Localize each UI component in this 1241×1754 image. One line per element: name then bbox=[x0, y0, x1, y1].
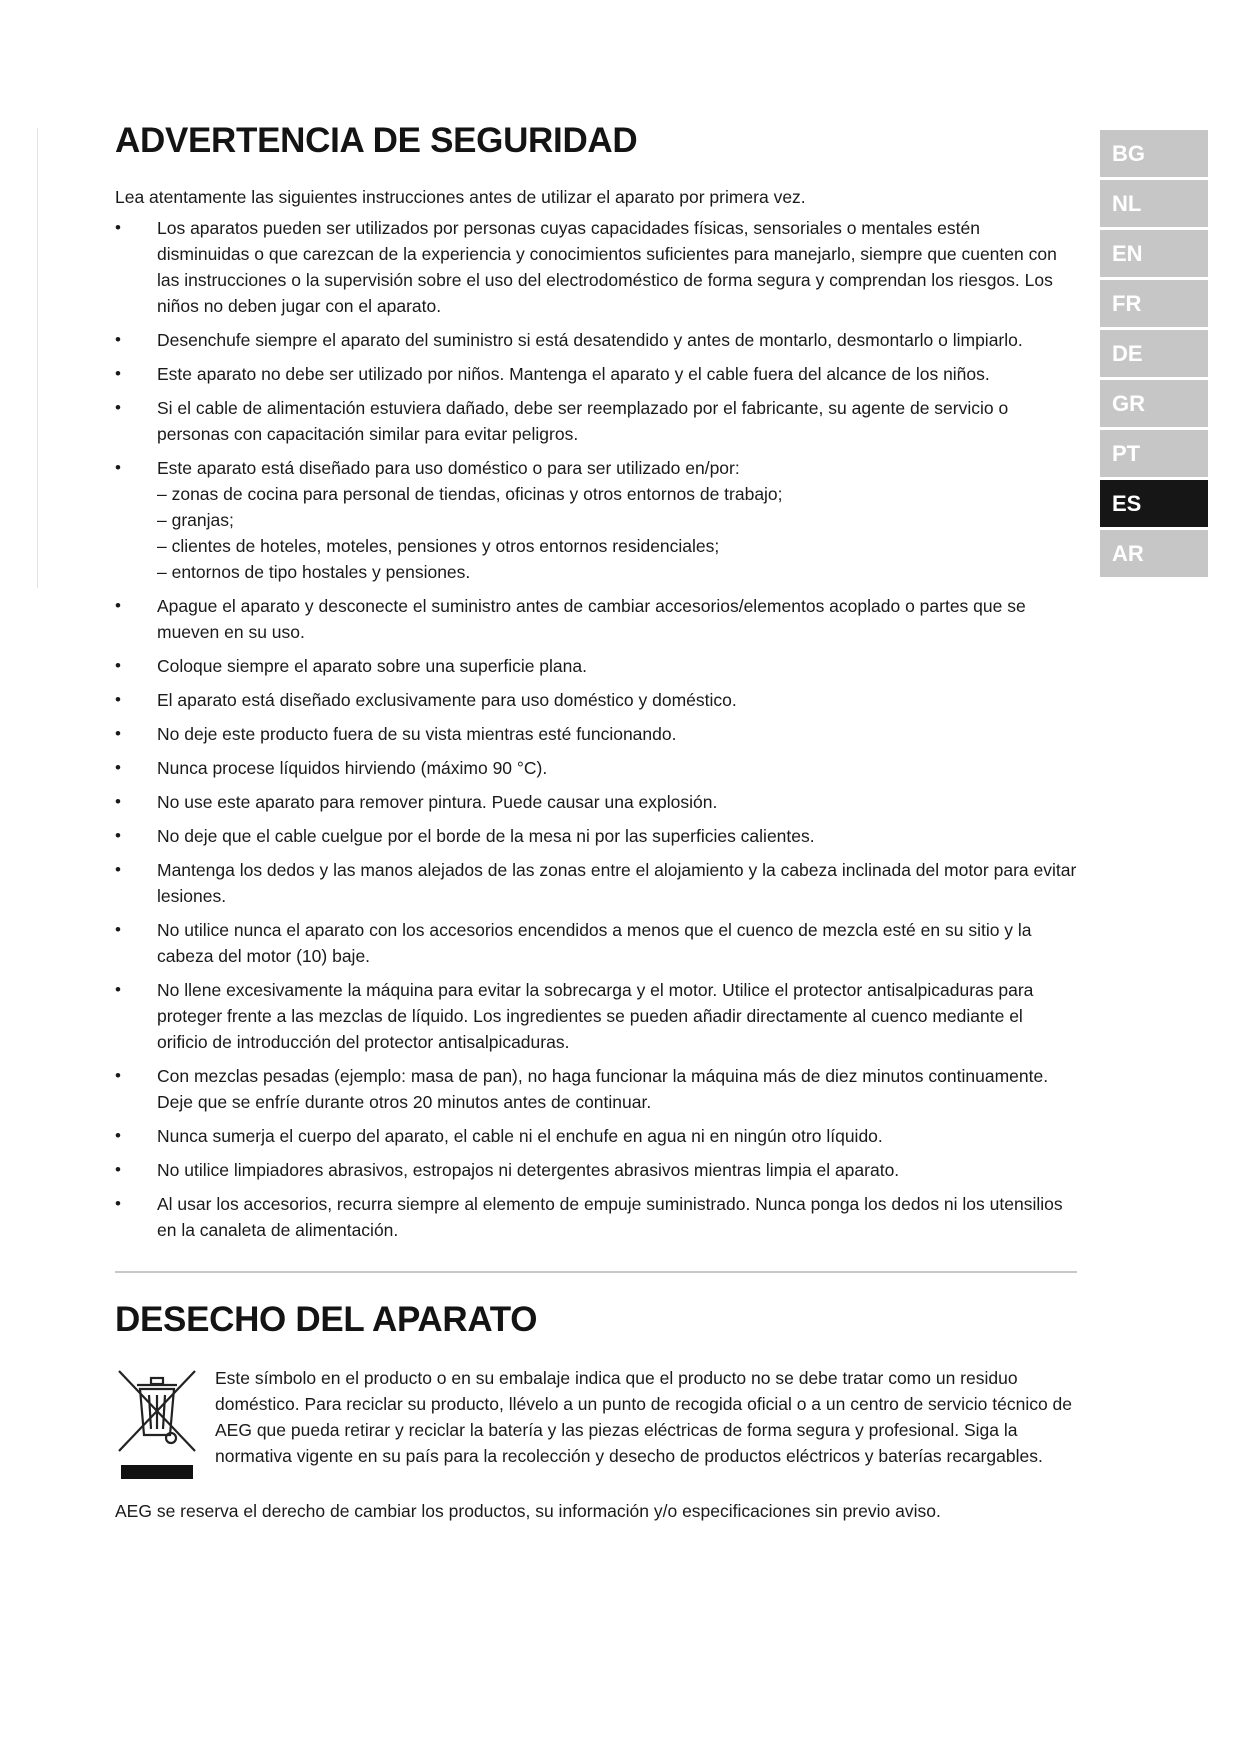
list-item: • Si el cable de alimentación estuviera dañado, debe ser reemplazado por el fabricante, su agente de servicio o personas con capacitación similar para evitar peligros. bbox=[115, 395, 1077, 447]
tab-gr[interactable]: GR bbox=[1100, 380, 1208, 427]
list-item: • El aparato está diseñado exclusivamente para uso doméstico y doméstico. bbox=[115, 687, 1077, 713]
use-sub-item: – clientes de hoteles, moteles, pensiones y otros entornos residenciales; bbox=[157, 536, 720, 556]
disposal-title: DESECHO DEL APARATO bbox=[115, 1300, 538, 1339]
tab-es[interactable]: ES bbox=[1100, 480, 1208, 527]
list-item: • Coloque siempre el aparato sobre una superficie plana. bbox=[115, 653, 1077, 679]
list-item: • Apague el aparato y desconecte el suministro antes de cambiar accesorios/elementos acoplado o partes que se mueven en su uso. bbox=[115, 593, 1077, 645]
document-body bbox=[115, 118, 1077, 1542]
list-item: • No deje este producto fuera de su vista mientras esté funcionando. bbox=[115, 721, 1077, 747]
list-item: • No use este aparato para remover pintura. Puede causar una explosión. bbox=[115, 789, 1077, 815]
use-sub-item: – granjas; bbox=[157, 510, 234, 530]
disposal-text: Este símbolo en el producto o en su embalaje indica que el producto no se debe tratar como un residuo doméstico. Para reciclar su producto, llévelo a un punto de recogida oficial o a un centro de servicio técnico de AEG que pueda retirar y reciclar la batería y las piezas eléctricas de forma segura y profesional. Siga la normativa vigente en su país para la recolección y desecho de productos eléctricos y baterías recargables. bbox=[215, 1368, 1073, 1466]
list-item: • Los aparatos pueden ser utilizados por personas cuyas capacidades físicas, sensoriales o mentales estén disminuidas o que carezcan de la experiencia y conocimientos suficientes para manejarlo, siempre que cuenten con las instrucciones o la supervisión sobre el uso del electrodoméstico de forma segura y comprendan los riesgos. Los niños no deben jugar con el aparato. bbox=[115, 215, 1077, 319]
footer-note: AEG se reserva el derecho de cambiar los productos, su información y/o especificaciones sin previo aviso. bbox=[115, 1501, 941, 1521]
list-item: • Con mezclas pesadas (ejemplo: masa de pan), no haga funcionar la máquina más de diez minutos continuamente. Deje que se enfríe durante otros 20 minutos antes de continuar. bbox=[115, 1063, 1077, 1115]
list-item: • Al usar los accesorios, recurra siempre al elemento de empuje suministrado. Nunca ponga los dedos ni los utensilios en la canaleta de alimentación. bbox=[115, 1191, 1077, 1243]
list-item: • No utilice limpiadores abrasivos, estropajos ni detergentes abrasivos mientras limpia el aparato. bbox=[115, 1157, 1077, 1183]
list-item-use bbox=[115, 455, 1077, 585]
tab-nl[interactable]: NL bbox=[1100, 180, 1208, 227]
tab-fr[interactable]: FR bbox=[1100, 280, 1208, 327]
section-divider bbox=[115, 1271, 1077, 1273]
tab-de[interactable]: DE bbox=[1100, 330, 1208, 377]
safety-list bbox=[115, 215, 1077, 1243]
tab-ar[interactable]: AR bbox=[1100, 530, 1208, 577]
safety-title: ADVERTENCIA DE SEGURIDAD bbox=[115, 121, 638, 160]
use-sub-item: – zonas de cocina para personal de tiendas, oficinas y otros entornos de trabajo; bbox=[157, 484, 783, 504]
list-item: • Este aparato no debe ser utilizado por niños. Mantenga el aparato y el cable fuera del alcance de los niños. bbox=[115, 361, 1077, 387]
list-item: • No utilice nunca el aparato con los accesorios encendidos a menos que el cuenco de mezcla esté en su sitio y la cabeza del motor (10) baje. bbox=[115, 917, 1077, 969]
list-item: • Desenchufe siempre el aparato del suministro si está desatendido y antes de montarlo, desmontarlo o limpiarlo. bbox=[115, 327, 1077, 353]
safety-intro: Lea atentamente las siguientes instrucciones antes de utilizar el aparato por primera vez. bbox=[115, 187, 806, 207]
margin-rule bbox=[37, 128, 38, 588]
list-item: • No llene excesivamente la máquina para evitar la sobrecarga y el motor. Utilice el protector antisalpicaduras para proteger frente a las mezclas de líquido. Los ingredientes se pueden añadir directamente al cuenco mediante el orificio de introducción del protector antisalpicaduras. bbox=[115, 977, 1077, 1055]
list-item: • No deje que el cable cuelgue por el borde de la mesa ni por las superficies calientes. bbox=[115, 823, 1077, 849]
list-item: • Nunca procese líquidos hirviendo (máximo 90 °C). bbox=[115, 755, 1077, 781]
tab-bg[interactable]: BG bbox=[1100, 130, 1208, 177]
list-item: • Nunca sumerja el cuerpo del aparato, el cable ni el enchufe en agua ni en ningún otro líquido. bbox=[115, 1123, 1077, 1149]
use-lead: • Este aparato está diseñado para uso doméstico o para ser utilizado en/por: bbox=[157, 458, 740, 478]
use-sub-item: – entornos de tipo hostales y pensiones. bbox=[157, 562, 471, 582]
tab-pt[interactable]: PT bbox=[1100, 430, 1208, 477]
weee-crossed-bin-icon bbox=[115, 1365, 205, 1490]
tab-en[interactable]: EN bbox=[1100, 230, 1208, 277]
language-tabs bbox=[1100, 130, 1208, 580]
disposal-block bbox=[115, 1365, 1077, 1490]
list-item: • Mantenga los dedos y las manos alejados de las zonas entre el alojamiento y la cabeza inclinada del motor para evitar lesiones. bbox=[115, 857, 1077, 909]
